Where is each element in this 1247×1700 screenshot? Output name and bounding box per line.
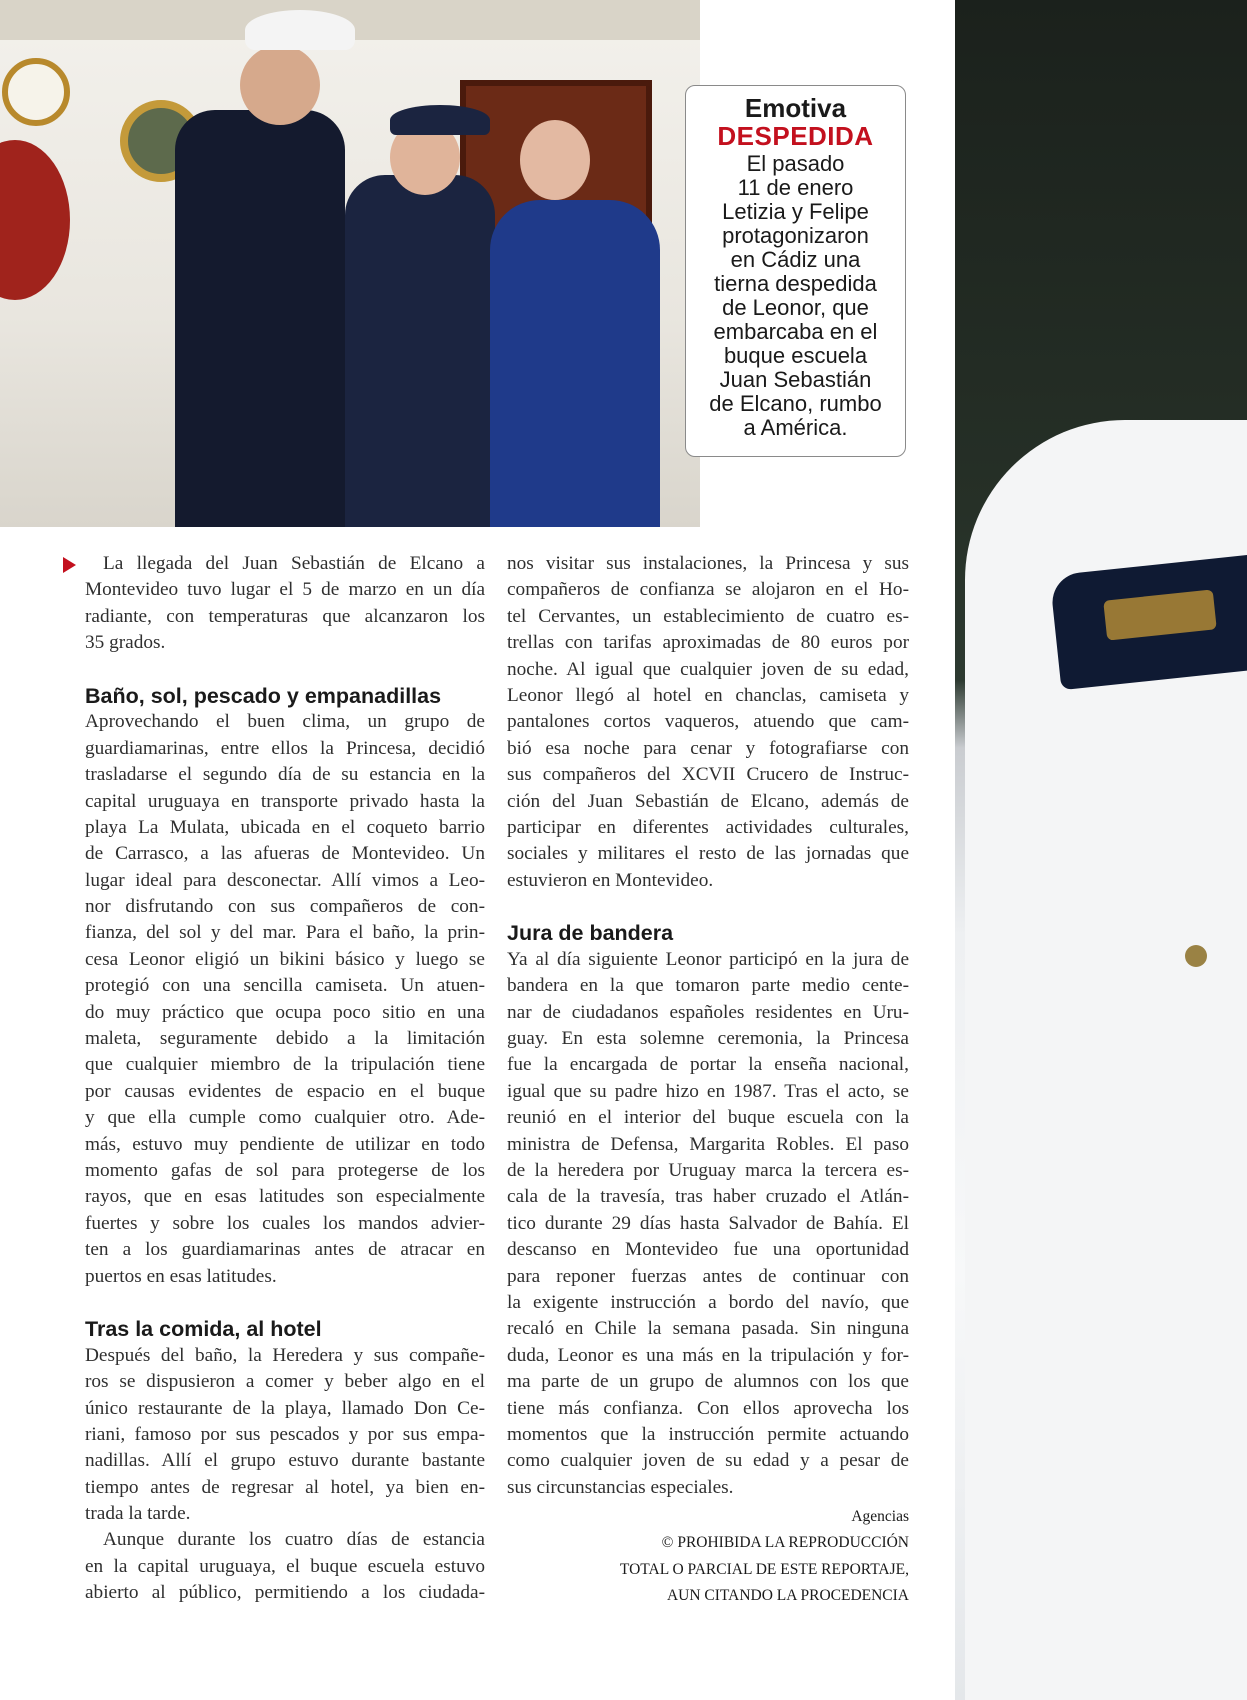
text-line: nar de ciudadanos españoles residentes en Uru- (507, 1001, 909, 1023)
text-line: trada la tarde. (85, 1503, 191, 1525)
text-line: estuvieron en Montevideo. (507, 869, 714, 891)
text-line: de la heredera por Uruguay marca la tercera es- (507, 1159, 909, 1181)
text-line: Leonor llegó al hotel en chanclas, camiseta y (507, 684, 909, 706)
text-line: como cualquier joven de su edad y a pesar de (507, 1450, 909, 1472)
section-heading: Baño, sol, pescado y empanadillas (85, 683, 442, 708)
text-line: sus compañeros del XCVII Crucero de Instruc- (507, 764, 909, 786)
caption-line: de Leonor, que (722, 295, 869, 320)
text-line: rayos, que en esas latitudes son especialmente (85, 1186, 485, 1208)
text-line: La llegada del Juan Sebastián de Elcano a (103, 553, 485, 574)
caption-line: Letizia y Felipe (722, 199, 869, 224)
text-line: maleta, seguramente debido a la limitación (85, 1028, 485, 1050)
text-line: Ya al día siguiente Leonor participó en la jura de (507, 948, 909, 970)
caption-title: Emotiva (744, 93, 847, 123)
text-line: Montevideo tuvo lugar el 5 de marzo en un día (85, 579, 485, 601)
text-line: fuertes y sobre los cuales los mandos advier- (85, 1212, 485, 1234)
caption-body (686, 152, 905, 440)
text-line: sus circunstancias especiales. (507, 1476, 734, 1498)
caption-line: Juan Sebastián (719, 367, 872, 392)
text-line: momentos que la instrucción permite actuando (507, 1423, 909, 1445)
text-line: la exigente instrucción a bordo del navío, que (507, 1291, 909, 1313)
caption-line: embarcaba en el (713, 319, 878, 344)
photo-source: Agencias (851, 1508, 909, 1525)
text-line: único restaurante de la playa, llamado Don Ce- (85, 1397, 485, 1419)
text-line: Después del baño, la Heredera y sus compañe- (85, 1344, 485, 1366)
text-line: Aprovechando el buen clima, un grupo de (85, 711, 485, 733)
caption-title-accent: DESPEDIDA (717, 121, 874, 151)
text-line: capital uruguaya en transporte privado hasta la (85, 790, 485, 812)
text-line: igual que su padre hizo en 1987. Tras el acto, se (507, 1080, 909, 1102)
photo-caption-box (685, 85, 906, 457)
rights-line: AUN CITANDO LA PROCEDENCIA (666, 1587, 909, 1605)
section-heading: Tras la comida, al hotel (85, 1317, 322, 1342)
text-line: ros se dispusieron a comer y beber algo en el (85, 1371, 485, 1393)
text-line: ma parte de un grupo de alumnos con los que (507, 1371, 909, 1393)
text-line: bandera en la que tomaron parte medio cente- (507, 975, 909, 997)
caption-line: a América. (743, 415, 848, 440)
text-line: nor disfrutando con sus compañeros de con- (85, 896, 485, 918)
text-line: más, estuvo muy pendiente de utilizar en todo (85, 1133, 485, 1155)
text-line: tiempo antes de regresar al hotel, ya bien en- (85, 1476, 485, 1498)
text-line: tiene más confianza. Con ellos aprovecha los (507, 1397, 909, 1419)
caption-line: tierna despedida (714, 271, 877, 296)
text-line: riani, famoso por sus pescados y por sus empa- (85, 1423, 485, 1445)
paragraph (85, 1527, 485, 1606)
text-line: reunió en el interior del buque escuela con la (507, 1107, 909, 1129)
text-line: cala de la travesía, tras haber cruzado el Atlán- (507, 1186, 909, 1208)
caption-line: El pasado (746, 151, 845, 176)
text-line: ten a los guardiamarinas antes de atracar en (85, 1239, 485, 1261)
article-column-left (85, 551, 485, 1607)
paragraph (85, 1343, 485, 1528)
caption-line: en Cádiz una (730, 247, 861, 272)
clock-icon (2, 58, 70, 126)
text-line: duda, Leonor es una más en la tripulación y for- (507, 1344, 909, 1366)
text-line: pantalones cortos vaqueros, atuendo que cam- (507, 711, 909, 733)
red-triangle-icon (63, 557, 76, 573)
button (1185, 945, 1207, 967)
text-line: trasladarse el segundo día de su estancia en la (85, 764, 485, 786)
rights-line: © PROHIBIDA LA REPRODUCCIÓN (661, 1534, 909, 1552)
text-line: do muy práctico que ocupa poco sitio en una (85, 1001, 485, 1023)
text-line: ministra de Defensa, Margarita Robles. El paso (507, 1133, 909, 1155)
paragraph (507, 947, 909, 1501)
text-line: puertos en esas latitudes. (85, 1265, 277, 1287)
text-line: de Carrasco, a las afueras de Montevideo. Un (85, 843, 485, 865)
text-line: por causas evidentes de espacio en el buque (85, 1080, 485, 1102)
paragraph (85, 551, 485, 657)
caption-line: 11 de enero (737, 175, 854, 200)
text-line: guay. En esta solemne ceremonia, la Princesa (507, 1028, 909, 1050)
text-line: playa La Mulata, ubicada en el coqueto barrio (85, 816, 485, 838)
text-line: noche. Al igual que cualquier joven de su edad, (507, 658, 909, 680)
text-line: fianza, del sol y del mar. Para el baño, la prin- (85, 922, 485, 944)
text-line: descanso en Montevideo fue una oportunidad (507, 1239, 909, 1261)
text-line: cesa Leonor eligió un bikini básico y luego se (85, 948, 485, 970)
text-line: en la capital uruguaya, el buque escuela estuvo (85, 1555, 485, 1577)
royal-family-photo (0, 0, 700, 527)
article-column-right (507, 551, 909, 1501)
text-line: que cualquier miembro de la tripulación tiene (85, 1054, 485, 1076)
text-line: radiante, con temperaturas que alcanzaron los (85, 605, 485, 627)
text-line: sociales y militares el resto de las jornadas que (507, 843, 909, 865)
rights-line: TOTAL O PARCIAL DE ESTE REPORTAJE, (619, 1560, 909, 1578)
uniform-closeup-photo (955, 0, 1247, 1700)
text-line: y que ella cumple como cualquier otro. Ade- (85, 1107, 485, 1129)
caption-line: protagonizaron (722, 223, 869, 248)
text-line: lugar ideal para desconectar. Allí vimos a Leo- (85, 869, 485, 891)
caption-line: buque escuela (723, 343, 868, 368)
text-line: guardiamarinas, entre ellos la Princesa, decidió (85, 737, 485, 759)
text-line: momento gafas de sol para protegerse de los (85, 1159, 485, 1181)
text-line: tel Cervantes, un establecimiento de cuatro es- (507, 605, 909, 627)
text-line: tico durante 29 días hasta Salvador de Bahía. El (507, 1212, 909, 1234)
text-line: trellas con tarifas aproximadas de 80 euros por (507, 632, 909, 654)
text-line: nadillas. Allí el grupo estuvo durante bastante (85, 1450, 485, 1472)
caption-line: de Elcano, rumbo (709, 391, 882, 416)
text-line: recaló en Chile la semana pasada. Sin ninguna (507, 1318, 909, 1340)
text-line: Aunque durante los cuatro días de estancia (103, 1529, 485, 1551)
text-line: nos visitar sus instalaciones, la Princesa y sus (507, 553, 909, 574)
text-line: bió esa noche para cenar y fotografiarse con (507, 737, 909, 759)
text-line: participar en diferentes actividades culturales, (507, 816, 909, 838)
text-line: protegió con una sencilla camiseta. Un atuen- (85, 975, 485, 997)
paragraph (85, 709, 485, 1290)
text-line: 35 grados. (85, 632, 166, 654)
section-heading: Jura de bandera (507, 921, 674, 946)
text-line: abierto al público, permitiendo a los ciudada- (85, 1582, 485, 1604)
text-line: compañeros de confianza se alojaron en el Ho- (507, 579, 909, 601)
text-line: fue la encargada de portar la enseña nacional, (507, 1054, 909, 1076)
credits (560, 1504, 909, 1610)
text-line: para reponer fuerzas antes de continuar con (507, 1265, 909, 1287)
paragraph (507, 551, 909, 894)
text-line: ción del Juan Sebastián de Elcano, además de (507, 790, 909, 812)
